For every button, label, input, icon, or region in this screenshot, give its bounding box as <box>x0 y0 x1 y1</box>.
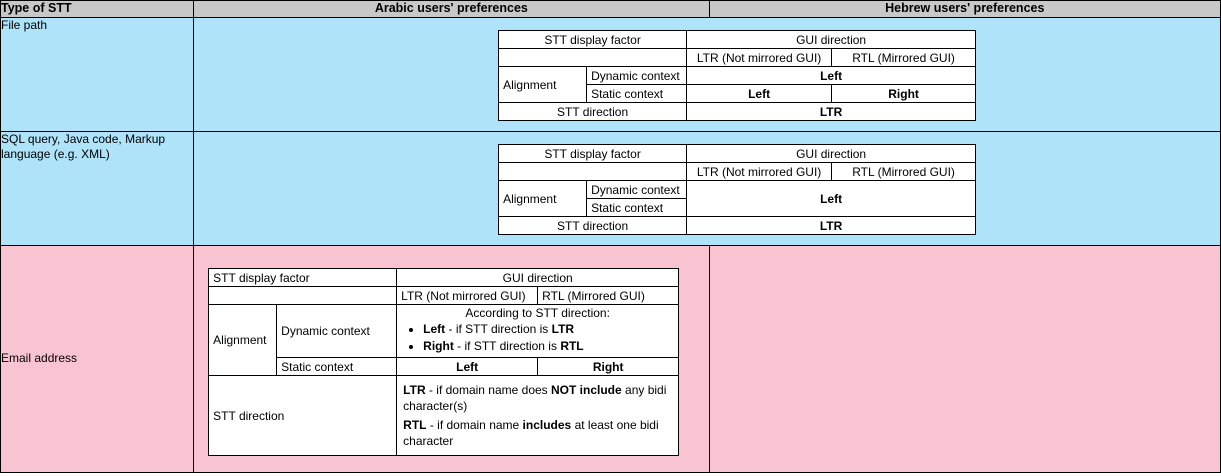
value-dynamic-alignment-detail <box>397 305 679 358</box>
label-stt-display-factor: STT display factor <box>499 145 687 163</box>
direction-line <box>403 382 672 414</box>
label-static-context: Static context <box>277 358 397 376</box>
label-dynamic-context: Dynamic context <box>587 181 687 199</box>
spacer-cell <box>209 287 397 305</box>
spacer-cell <box>499 163 687 181</box>
label-ltr-column: LTR (Not mirrored GUI) <box>687 163 832 181</box>
table-row <box>1 132 1221 246</box>
spacer-cell <box>499 49 687 67</box>
bullet-text: - if STT direction is <box>453 338 561 353</box>
label-alignment: Alignment <box>499 181 587 217</box>
dynamic-intro-text: According to STT direction: <box>465 306 610 320</box>
matrix-wrapper-email <box>194 246 708 472</box>
matrix-static-row <box>209 358 679 376</box>
label-gui-direction: GUI direction <box>687 145 976 163</box>
matrix-subheader-row <box>209 287 679 305</box>
matrix-dynamic-row <box>209 305 679 358</box>
row-file-path-preferences <box>194 18 1221 132</box>
row-type-code: SQL query, Java code, Markup language (e.g. XML) <box>1 132 194 246</box>
matrix-header-row <box>209 269 679 287</box>
label-ltr-column: LTR (Not mirrored GUI) <box>397 287 538 305</box>
row-code-preferences <box>194 132 1221 246</box>
list-item <box>423 322 674 338</box>
direction-mid: - if domain name <box>426 417 523 432</box>
matrix-dynamic-row <box>499 181 976 199</box>
dynamic-bullet-list <box>401 322 674 354</box>
bullet-keyword: Left <box>423 322 446 336</box>
header-hebrew-preferences: Hebrew users' preferences <box>709 1 1220 18</box>
label-stt-direction: STT direction <box>209 376 397 456</box>
label-stt-display-factor: STT display factor <box>209 269 397 287</box>
matrix-dynamic-row <box>499 67 976 85</box>
value-static-rtl: Right <box>538 358 679 376</box>
bullet-keyword: Right <box>423 338 454 353</box>
direction-line <box>403 417 672 449</box>
matrix-direction-row <box>209 376 679 456</box>
label-alignment: Alignment <box>209 305 277 376</box>
value-stt-direction-detail <box>397 376 679 456</box>
label-stt-direction: STT direction <box>499 103 687 121</box>
row-email-hebrew-preferences <box>709 246 1220 473</box>
label-rtl-column: RTL (Mirrored GUI) <box>832 163 976 181</box>
bullet-tail: RTL <box>560 338 584 353</box>
label-dynamic-context: Dynamic context <box>587 67 687 85</box>
label-alignment: Alignment <box>499 67 587 103</box>
matrix-file-path <box>498 30 976 121</box>
label-dynamic-context: Dynamic context <box>277 305 397 358</box>
header-type-of-stt: Type of STT <box>1 1 194 18</box>
label-rtl-column: RTL (Mirrored GUI) <box>832 49 976 67</box>
value-static-ltr: Left <box>397 358 538 376</box>
direction-strong: NOT include <box>551 383 622 398</box>
label-gui-direction: GUI direction <box>687 31 976 49</box>
value-alignment-combined: Left <box>687 181 976 217</box>
bullet-tail: LTR <box>551 322 575 336</box>
row-type-file-path: File path <box>1 18 194 132</box>
table-row <box>1 18 1221 132</box>
direction-strong: includes <box>522 417 572 432</box>
matrix-wrapper-file-path <box>194 18 1220 131</box>
label-static-context: Static context <box>587 85 687 103</box>
bullet-text: - if STT direction is <box>445 322 552 336</box>
direction-lead: LTR <box>403 383 426 398</box>
direction-mid: - if domain name does <box>425 383 552 398</box>
header-arabic-preferences: Arabic users' preferences <box>194 1 709 18</box>
value-static-ltr: Left <box>687 85 832 103</box>
matrix-direction-row <box>499 103 976 121</box>
value-stt-direction: LTR <box>687 217 976 235</box>
matrix-subheader-row <box>499 163 976 181</box>
list-item <box>423 339 674 355</box>
matrix-header-row <box>499 145 976 163</box>
label-stt-direction: STT direction <box>499 217 687 235</box>
value-static-rtl: Right <box>832 85 976 103</box>
label-static-context: Static context <box>587 199 687 217</box>
table-row <box>1 246 1221 473</box>
label-rtl-column: RTL (Mirrored GUI) <box>538 287 679 305</box>
direction-tail: at least one bidi character <box>403 417 659 448</box>
value-dynamic-alignment: Left <box>687 67 976 85</box>
row-email-arabic-preferences <box>194 246 709 473</box>
label-ltr-column: LTR (Not mirrored GUI) <box>687 49 832 67</box>
matrix-code <box>498 144 976 235</box>
table-header-row <box>1 1 1221 18</box>
direction-lead: RTL <box>403 417 427 432</box>
label-gui-direction: GUI direction <box>397 269 679 287</box>
matrix-wrapper-code <box>194 132 1220 245</box>
matrix-subheader-row <box>499 49 976 67</box>
row-type-email: Email address <box>1 246 194 473</box>
direction-tail: any bidi character(s) <box>403 383 667 414</box>
matrix-email <box>208 268 679 456</box>
value-stt-direction: LTR <box>687 103 976 121</box>
matrix-header-row <box>499 31 976 49</box>
label-stt-display-factor: STT display factor <box>499 31 687 49</box>
matrix-direction-row <box>499 217 976 235</box>
